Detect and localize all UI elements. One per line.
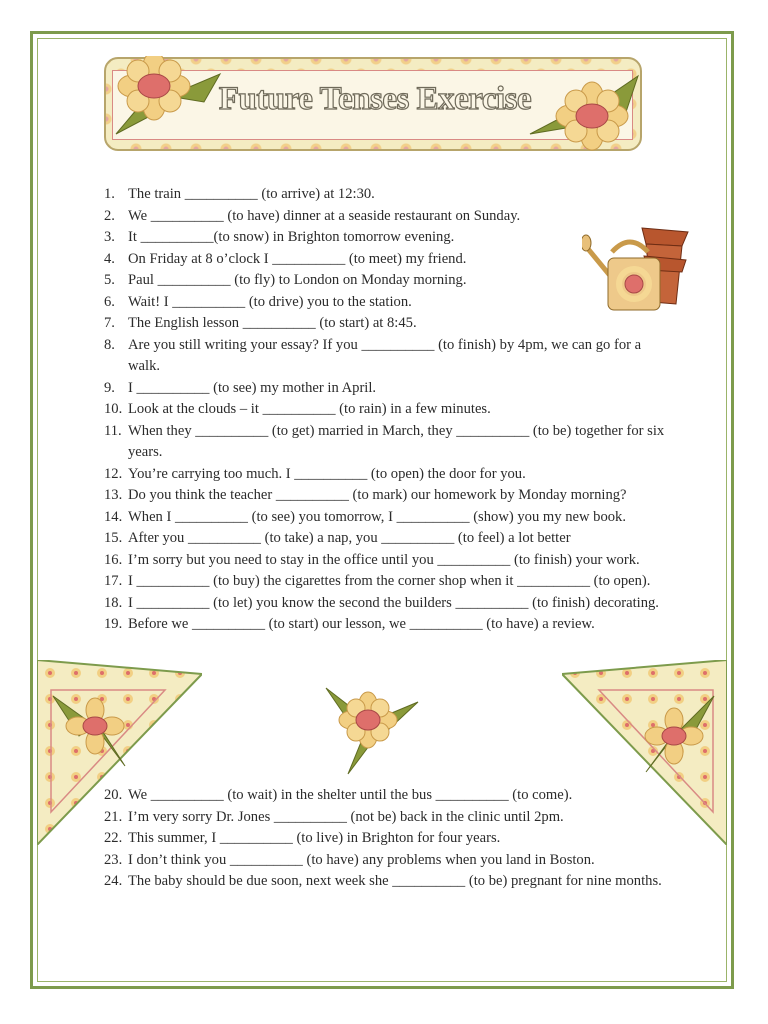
- exercise-text: We __________ (to wait) in the shelter until the bus __________ (to come).: [128, 787, 573, 803]
- exercise-number: 3.: [104, 229, 115, 245]
- exercise-number: 7.: [104, 315, 115, 331]
- flower-icon: [108, 56, 226, 136]
- exercise-item: [104, 292, 672, 314]
- exercise-text: I __________ (to see) my mother in April.: [128, 379, 377, 396]
- exercise-item: [104, 614, 672, 636]
- exercise-number: 14.: [104, 508, 123, 525]
- exercise-item: [104, 593, 672, 615]
- exercise-text: The English lesson __________ (to start) at 8:45.: [128, 315, 417, 331]
- exercise-text: It __________(to snow) in Brighton tomorrow evening.: [128, 229, 455, 245]
- exercise-number: 19.: [104, 616, 123, 632]
- exercise-text: This summer, I __________ (to live) in Brighton for four years.: [128, 830, 501, 846]
- exercise-number: 4.: [104, 250, 115, 267]
- exercise-text: Wait! I __________ (to drive) you to the station.: [128, 293, 412, 310]
- flower-icon: [528, 70, 646, 152]
- exercise-list-top: [104, 184, 672, 636]
- exercise-number: 22.: [104, 830, 123, 846]
- exercise-item: [104, 421, 672, 464]
- exercise-list-bottom: [104, 785, 672, 893]
- exercise-number: 21.: [104, 808, 123, 825]
- exercise-item: [104, 571, 672, 593]
- exercise-number: 12.: [104, 465, 123, 482]
- exercise-number: 5.: [104, 272, 115, 288]
- exercise-text: I don’t think you __________ (to have) any problems when you land in Boston.: [128, 851, 595, 868]
- exercise-text: When I __________ (to see) you tomorrow, I __________ (show) you my new book.: [128, 508, 627, 525]
- exercise-number: 15.: [104, 530, 123, 546]
- exercise-item: [104, 313, 672, 335]
- exercise-item: [104, 850, 672, 872]
- exercise-item: [104, 464, 672, 486]
- exercise-item: [104, 399, 672, 421]
- exercise-item: [104, 528, 672, 550]
- exercise-number: 16.: [104, 551, 123, 568]
- exercise-item: [104, 227, 672, 249]
- exercise-item: [104, 335, 672, 378]
- exercise-text: I __________ (to buy) the cigarettes from the corner shop when it __________ (to open).: [128, 573, 651, 589]
- exercise-item: [104, 249, 672, 271]
- exercise-text: Before we __________ (to start) our lesson, we __________ (to have) a review.: [128, 616, 595, 632]
- exercise-item: [104, 828, 672, 850]
- exercise-item: [104, 550, 672, 572]
- exercise-text: After you __________ (to take) a nap, you __________ (to feel) a lot better: [128, 530, 571, 546]
- exercise-number: 9.: [104, 379, 115, 396]
- exercise-number: 6.: [104, 293, 115, 310]
- exercise-item: [104, 206, 672, 228]
- exercise-number: 8.: [104, 336, 115, 353]
- exercise-item: [104, 807, 672, 829]
- exercise-item: [104, 871, 672, 893]
- exercise-number: 10.: [104, 401, 123, 417]
- exercise-number: 20.: [104, 787, 123, 803]
- exercise-text: I’m very sorry Dr. Jones __________ (not be) back in the clinic until 2pm.: [128, 808, 564, 825]
- exercise-number: 18.: [104, 594, 123, 611]
- exercise-text: I’m sorry but you need to stay in the office until you __________ (to finish) your work.: [128, 551, 640, 568]
- exercise-number: 2.: [104, 207, 115, 224]
- page-title: Future Tenses Exercise: [218, 81, 532, 117]
- exercise-item: [104, 507, 672, 529]
- exercise-number: 23.: [104, 851, 123, 868]
- exercise-number: 17.: [104, 573, 123, 589]
- exercise-number: 11.: [104, 422, 122, 439]
- exercise-number: 24.: [104, 873, 123, 889]
- exercise-text: Paul __________ (to fly) to London on Monday morning.: [128, 272, 467, 288]
- exercise-item: [104, 184, 672, 206]
- exercise-text: We __________ (to have) dinner at a seaside restaurant on Sunday.: [128, 207, 521, 224]
- exercise-item: [104, 378, 672, 400]
- exercise-text: I __________ (to let) you know the second the builders __________ (to finish) decorating.: [128, 594, 659, 611]
- exercise-number: 13.: [104, 487, 123, 503]
- exercise-text: Do you think the teacher __________ (to mark) our homework by Monday morning?: [128, 487, 627, 503]
- exercise-text: You’re carrying too much. I __________ (to open) the door for you.: [128, 465, 526, 482]
- flower-icon: [322, 682, 420, 776]
- exercise-text: The baby should be due soon, next week she __________ (to be) pregnant for nine months.: [128, 873, 662, 889]
- exercise-text: Look at the clouds – it __________ (to rain) in a few minutes.: [128, 401, 491, 417]
- exercise-item: [104, 785, 672, 807]
- exercise-text: The train __________ (to arrive) at 12:30.: [128, 186, 375, 202]
- exercise-number: 1.: [104, 186, 115, 202]
- exercise-item: [104, 485, 672, 507]
- exercise-item: [104, 270, 672, 292]
- exercise-text: When they __________ (to get) married in March, they __________ (to be) together for six years.: [128, 422, 665, 460]
- exercise-text: On Friday at 8 o’clock I __________ (to meet) my friend.: [128, 250, 467, 267]
- exercise-text: Are you still writing your essay? If you __________ (to finish) by 4pm, we can go for a walk.: [128, 336, 642, 374]
